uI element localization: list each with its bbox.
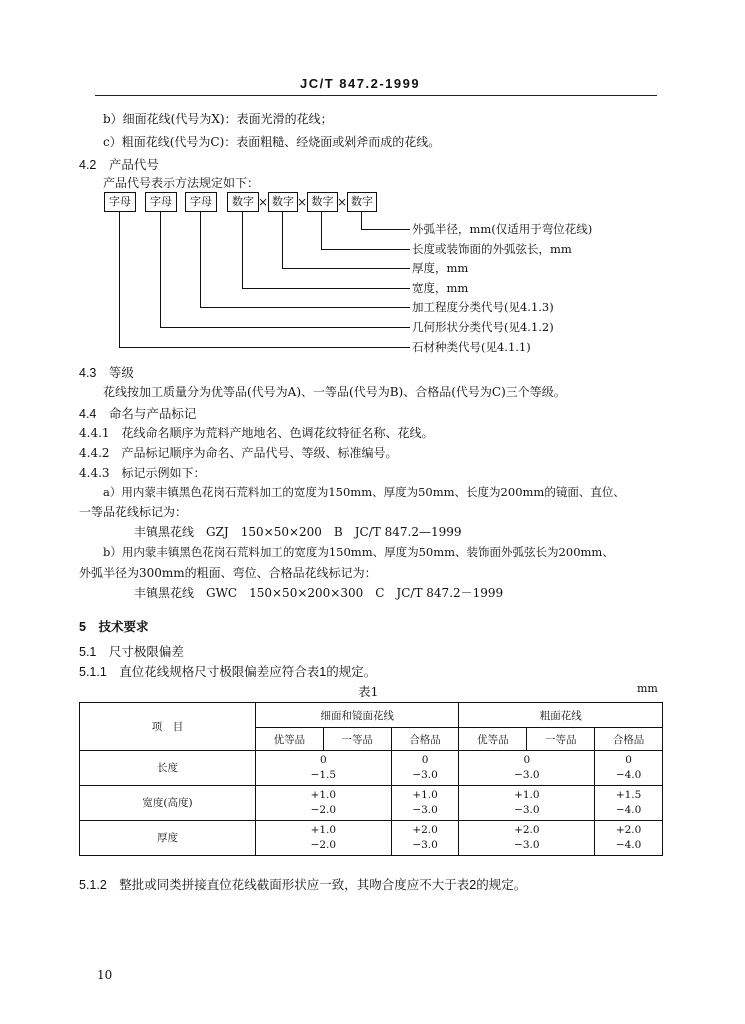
section-4-4-2: 4.4.2 产品标记顺序为命名、产品代号、等级、标准编号。 [79,446,398,460]
table-cell: +2.0 −3.0 [459,821,595,856]
table-cell: +1.0 −3.0 [459,786,595,821]
section-5-1-1: 5.1.1 直位花线规格尺寸极限偏差应符合表1的规定。 [79,665,377,679]
leader-h-4 [242,288,410,289]
code-box-number-1: 数字 [227,192,259,212]
item-b-fine-surface: b）细面花线(代号为X)：表面光滑的花线； [103,112,333,126]
example-b-line-2: 外弧半径为300mm的粗面、弯位、合格品花线标记为： [79,566,377,580]
example-b-line-1: b）用内蒙丰镇黑色花岗石荒料加工的宽度为150mm、厚度为50mm、装饰面外弧弦长为200mm、 [103,545,614,559]
table-1-unit: mm [637,682,658,695]
code-box-number-3: 数字 [307,192,338,212]
label-thickness: 厚度，mm [412,261,469,275]
grade-header: 一等品 [323,728,391,751]
code-box-number-4: 数字 [347,192,377,212]
item-c-rough-surface: c）粗面花线(代号为C)：表面粗糙、经烧面或剁斧而成的花线。 [103,135,441,149]
table-row [80,821,663,856]
times-sign-1: × [258,195,269,209]
code-box-letter-2: 字母 [145,192,177,212]
table-cell: 0 −1.5 [256,751,392,786]
table-cell: +1.0 −2.0 [256,786,392,821]
leader-h-5 [200,307,410,308]
leader-h-6 [160,327,410,328]
row-label: 宽度(高度) [80,786,256,821]
code-box-letter-3: 字母 [185,192,217,212]
label-processing-code: 加工程度分类代号(见4.1.3) [412,300,554,314]
section-4-4-1: 4.4.1 花线命名顺序为荒料产地地名、色调花纹特征名称、花线。 [79,426,434,440]
grade-header: 优等品 [459,728,527,751]
label-width: 宽度，mm [412,281,469,295]
leader-h-3 [282,268,410,269]
leader-v-2 [321,212,322,250]
section-5-1-2: 5.1.2 整批或同类拼接直位花线截面形状应一致，其吻合度应不大于表2的规定。 [79,878,527,892]
table-row [80,751,663,786]
example-a-line-2: 一等品花线标记为： [79,505,188,519]
leader-v-3 [282,212,283,269]
grade-header: 合格品 [595,728,663,751]
leader-v-1 [361,212,362,230]
leader-v-5 [200,212,201,308]
section-4-4-title: 4.4 命名与产品标记 [79,407,197,421]
label-stone-type-code: 石材种类代号(见4.1.1) [412,340,531,354]
grade-header: 合格品 [391,728,459,751]
section-4-4-3: 4.4.3 标记示例如下： [79,466,206,480]
row-label: 长度 [80,751,256,786]
leader-h-7 [119,347,410,348]
row-label: 厚度 [80,821,256,856]
section-4-3-title: 4.3 等级 [79,366,134,380]
table-row [80,786,663,821]
leader-v-6 [160,212,161,328]
section-4-3-text: 花线按加工质量分为优等品(代号为A)、一等品(代号为B)、合格品(代号为C)三个等级。 [103,385,566,399]
example-a-mark: 丰镇黑花线 GZJ 150×50×200 B JC/T 847.2—1999 [134,525,462,539]
code-box-number-2: 数字 [268,192,298,212]
section-4-2-title: 4.2 产品代号 [79,158,159,172]
table-cell: +2.0 −3.0 [391,821,459,856]
tolerance-table [79,702,663,856]
table-header-item: 项 目 [80,703,256,751]
table-cell: 0 −3.0 [459,751,595,786]
grade-header: 一等品 [527,728,595,751]
section-5-title: 5 技术要求 [79,620,149,634]
code-box-letter-1: 字母 [104,192,136,212]
times-sign-3: × [337,195,348,209]
example-b-mark: 丰镇黑花线 GWC 150×50×200×300 C JC/T 847.2－1999 [134,586,504,600]
table-header-rough: 粗面花线 [459,703,663,728]
leader-h-2 [321,249,410,250]
section-5-1-title: 5.1 尺寸极限偏差 [79,645,184,659]
section-4-2-text: 产品代号表示方法规定如下： [103,176,260,190]
table-1-caption: 表1 [358,684,379,699]
table-cell: 0 −3.0 [391,751,459,786]
leader-v-4 [242,212,243,289]
label-outer-radius: 外弧半径，mm(仅适用于弯位花线) [412,222,593,236]
table-cell: +1.0 −2.0 [256,821,392,856]
table-cell: +2.0 −4.0 [595,821,663,856]
leader-h-1 [361,229,410,230]
label-length: 长度或装饰面的外弧弦长，mm [412,242,572,256]
leader-v-7 [119,212,120,348]
table-cell: +1.0 −3.0 [391,786,459,821]
table-header-fine-mirror: 细面和镜面花线 [256,703,459,728]
page-number: 10 [97,968,113,982]
times-sign-2: × [297,195,308,209]
example-a-line-1: a）用内蒙丰镇黑色花岗石荒料加工的宽度为150mm、厚度为50mm、长度为200mm的镜面、直位、 [103,485,625,499]
grade-header: 优等品 [256,728,324,751]
table-cell: 0 −4.0 [595,751,663,786]
table-cell: +1.5 −4.0 [595,786,663,821]
page-header: JC/T 847.2-1999 [300,76,421,91]
header-rule [95,95,657,96]
label-shape-code: 几何形状分类代号(见4.1.2) [412,320,554,334]
